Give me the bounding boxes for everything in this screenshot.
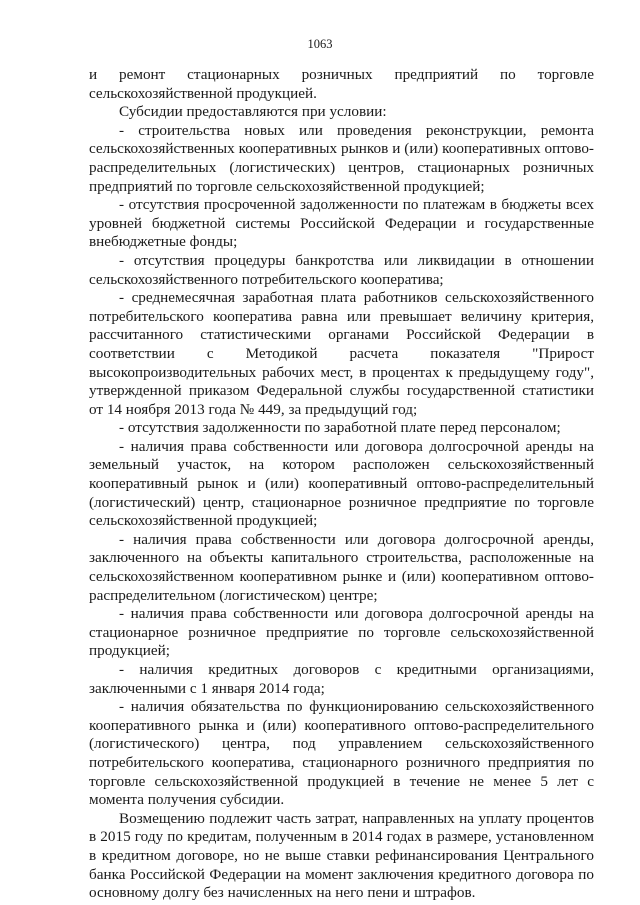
paragraph-continuation: и ремонт стационарных розничных предприятий по торговле сельскохозяйственной продукцией. xyxy=(89,66,594,102)
page-number: 1063 xyxy=(307,37,333,51)
condition-no-bankruptcy: - отсутствия процедуры банкротства или ликвидации в отношении сельскохозяйственного потребительского кооператива; xyxy=(89,251,594,288)
document-body xyxy=(89,66,594,903)
condition-operating-obligation: - наличия обязательства по функционированию сельскохозяйственного кооперативного рынка и (или) кооперативного оптово-распределительного (логистического) центра, под управлением сельскохозяйственного потребительского кооператива, стационарного розничного предприятия по торговле сельскохозяйственной продукцией в течение не менее 5 лет с момента получения субсидии. xyxy=(89,698,594,809)
condition-credit-agreements: - наличия кредитных договоров с кредитными организациями, заключенными с 1 января 2014 года; xyxy=(89,661,594,697)
paragraph-conditions-intro: Субсидии предоставляются при условии: xyxy=(119,103,387,121)
condition-no-salary-debt: - отсутствия задолженности по заработной плате перед персоналом; xyxy=(119,419,561,437)
condition-construction: - строительства новых или проведения реконструкции, ремонта сельскохозяйственных кооперативных рынков и (или) кооперативных оптово-распределительных (логистических) центров, стационарных розничных предприятий по торговле сельскохозяйственной продукцией; xyxy=(89,121,594,195)
paragraph-reimbursement: Возмещению подлежит часть затрат, направленных на уплату процентов в 2015 году по кредитам, полученным в 2014 годах в размере, установленном в кредитном договоре, но не выше ставки рефинансирования Центрального банка Российской Федерации на момент заключения кредитного договора по основному долгу без начисленных на него пени и штрафов. xyxy=(89,809,594,902)
condition-average-salary: - среднемесячная заработная плата работников сельскохозяйственного потребительского кооператива равна или превышает величину критерия, рассчитанного статистическими органами Российской Федерации в соответствии с Методикой расчета показателя "Прирост высокопроизводительных рабочих мест, в процентах к предыдущему году", утвержденной приказом Федеральной службы государственной статистики от 14 ноября 2013 года № 449, за предыдущий год; xyxy=(89,289,594,418)
condition-capital-objects: - наличия права собственности или договора долгосрочной аренды, заключенного на объекты капитального строительства, расположенные на сельскохозяйственном кооперативном рынке и (или) кооперативном оптово-распределительном (логистическом) центре; xyxy=(89,530,594,604)
condition-land-ownership: - наличия права собственности или договора долгосрочной аренды на земельный участок, на котором расположен сельскохозяйственный кооперативный рынок и (или) кооперативный оптово-распределительный (логистический) центр, стационарное розничное предприятие по торговле сельскохозяйственной продукцией; xyxy=(89,437,594,530)
condition-no-overdue-debt: - отсутствия просроченной задолженности по платежам в бюджеты всех уровней бюджетной системы Российской Федерации и государственные внебюджетные фонды; xyxy=(89,196,594,251)
condition-retail-ownership: - наличия права собственности или договора долгосрочной аренды на стационарное розничное предприятие по торговле сельскохозяйственной продукцией; xyxy=(89,605,594,660)
